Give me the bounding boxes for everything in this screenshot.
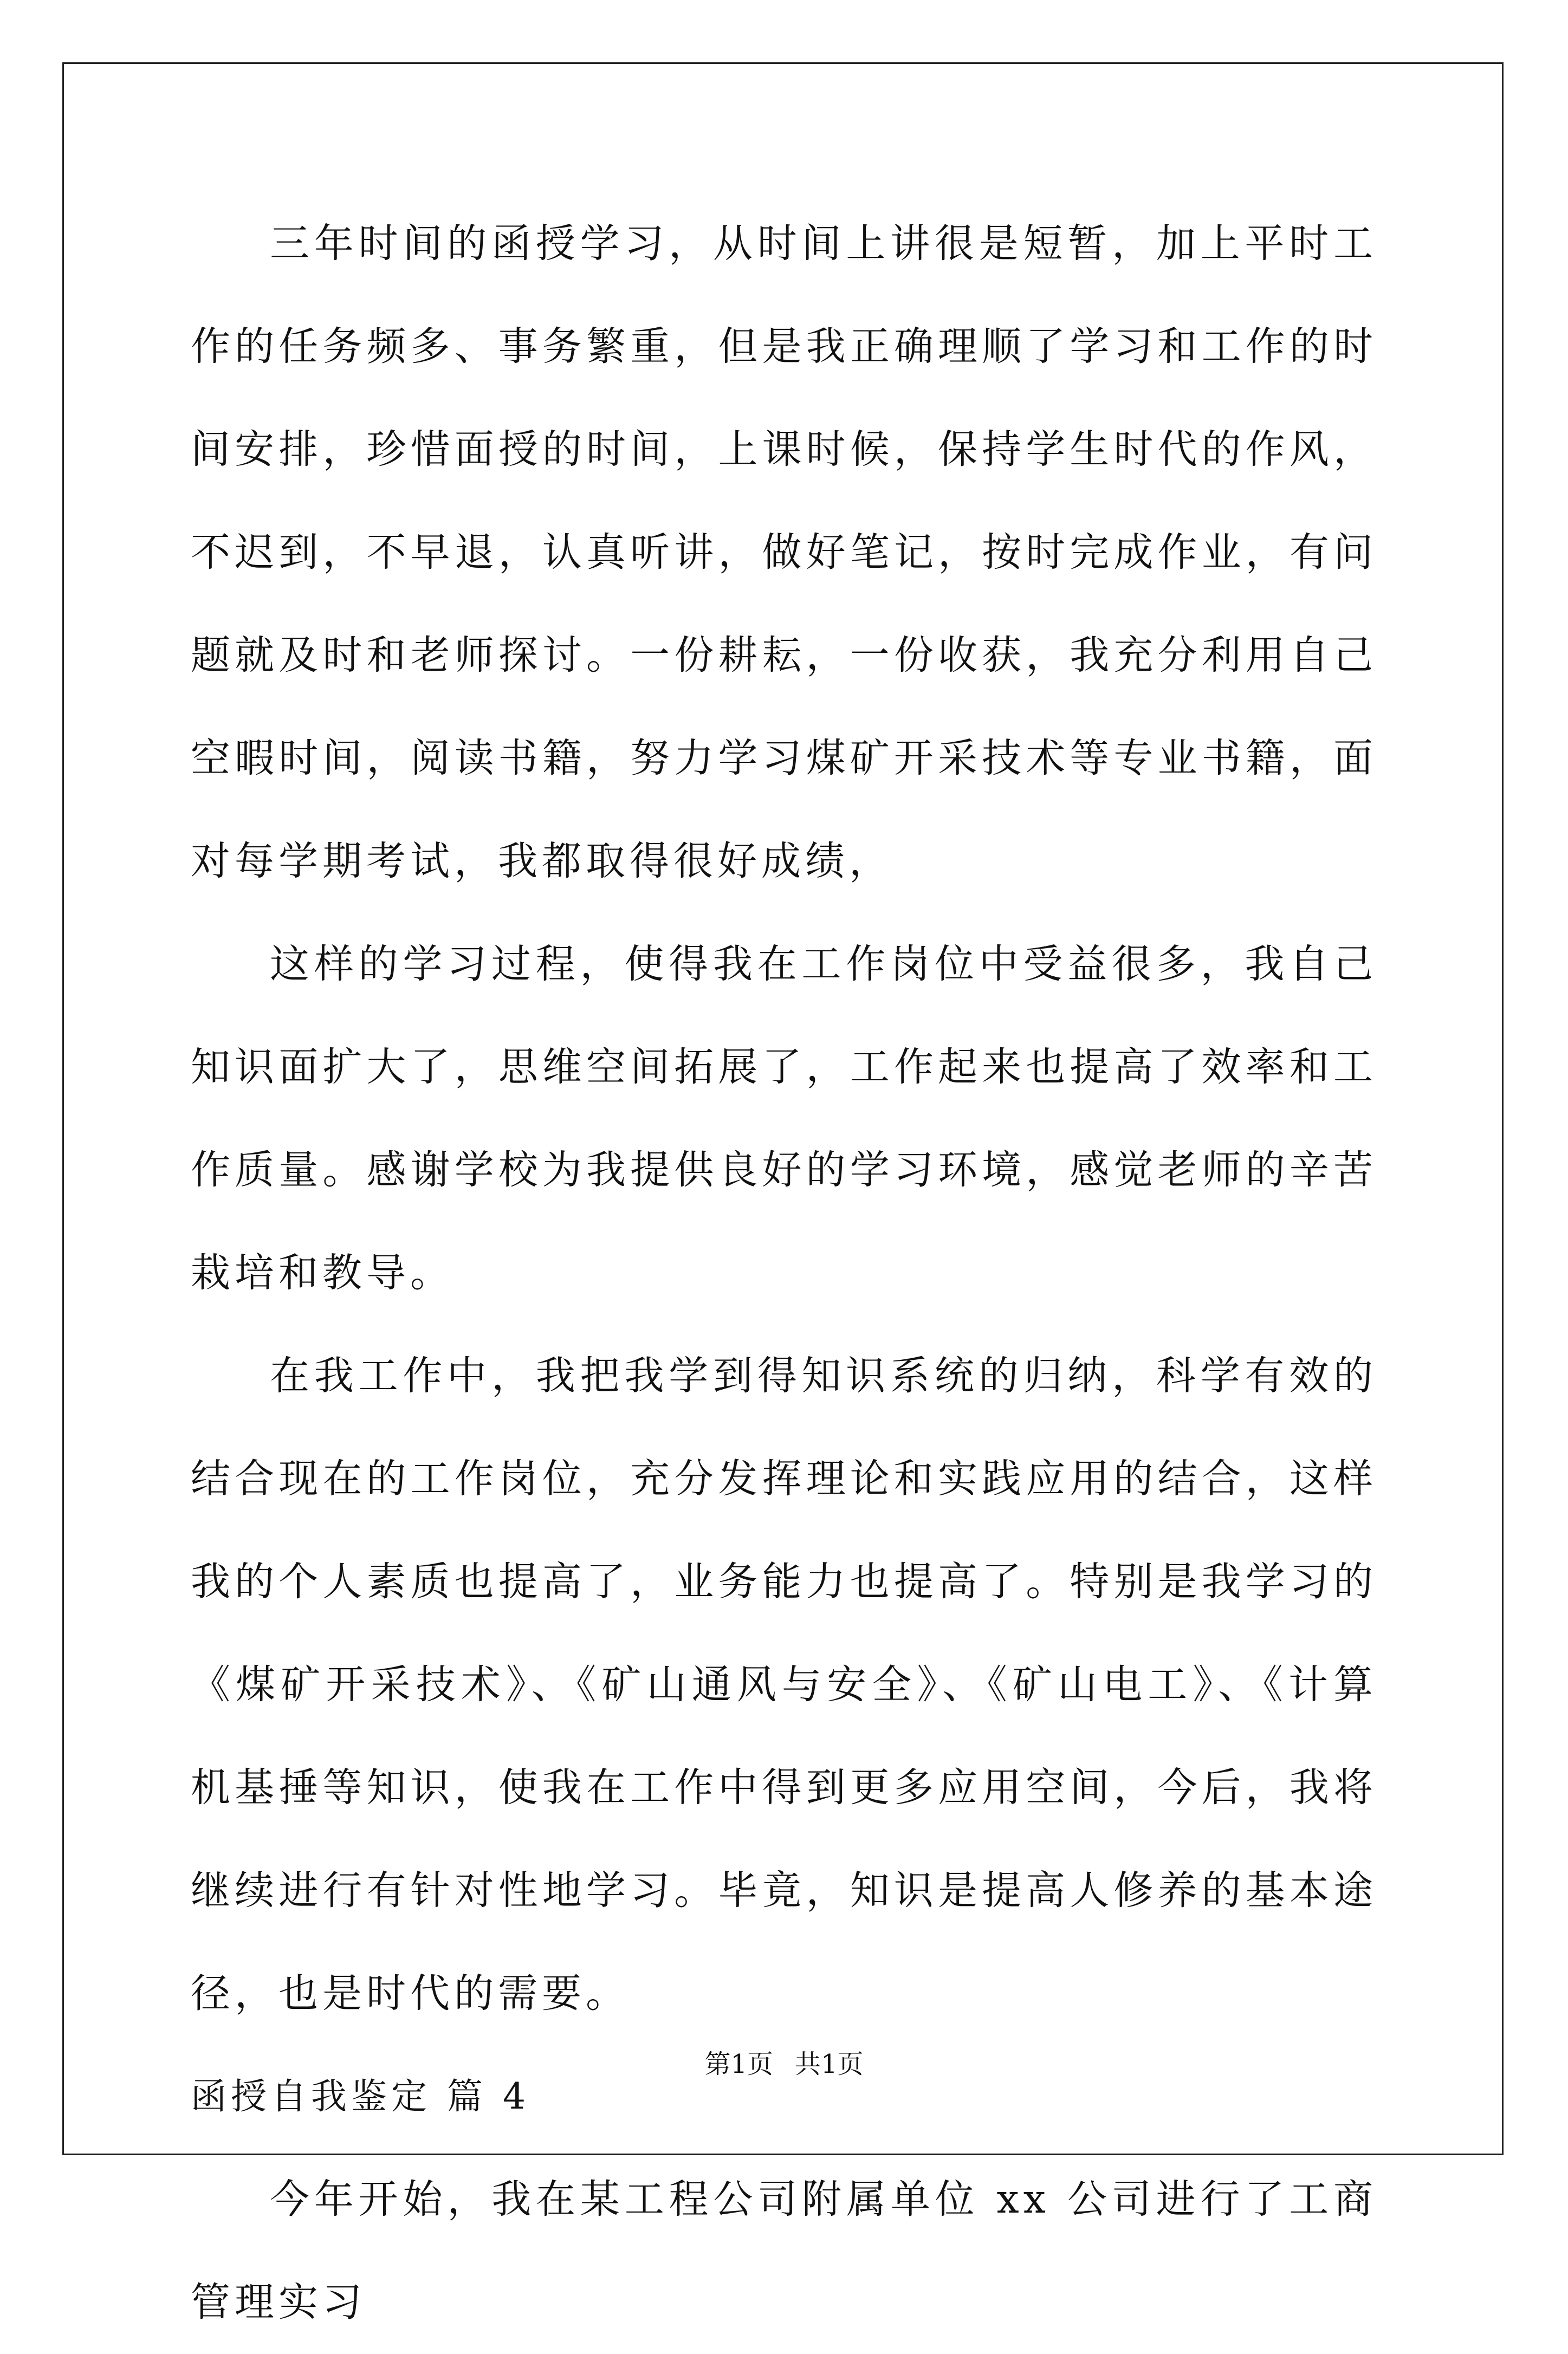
paragraph-3: 在我工作中，我把我学到得知识系统的归纳，科学有效的结合现在的工作岗位，充分发挥理论和实践应用的结合，这样我的个人素质也提高了，业务能力也提高了。特别是我学习的《煤矿开采技术》、《矿山通风与安全》、《矿山电工》、《计算机基捶等知识，使我在工作中得到更多应用空间，今后，我将继续进行有针对性地学习。毕竟，知识是提高人修养的基本途径，也是时代的需要。	[191, 1353, 1377, 2016]
paragraph-1: 三年时间的函授学习，从时间上讲很是短暂，加上平时工作的任务频多、事务繁重，但是我正确理顺了学习和工作的时间安排，珍惜面授的时间，上课时候，保持学生时代的作风，不迟到，不早退，认真听讲，做好笔记，按时完成作业，有问题就及时和老师探讨。一份耕耘，一份收获，我充分利用自己空暇时间，阅读书籍，努力学习煤矿开采技术等专业书籍，面对每学期考试，我都取得很好成绩，	[191, 221, 1377, 884]
section-heading: 函授自我鉴定 篇 4	[191, 2076, 530, 2117]
paragraph-2: 这样的学习过程，使得我在工作岗位中受益很多，我自己知识面扩大了，思维空间拓展了，工作起来也提高了效率和工作质量。感谢学校为我提供良好的学习环境，感觉老师的辛苦栽培和教导。	[191, 941, 1377, 1296]
document-body	[191, 192, 1377, 2354]
paragraph-4: 今年开始，我在某工程公司附属单位 xx 公司进行了工商管理实习	[191, 2176, 1377, 2325]
page-number: 第1页	[704, 2049, 773, 2079]
page-total: 共1页	[795, 2049, 864, 2079]
page-footer	[0, 2048, 1568, 2080]
